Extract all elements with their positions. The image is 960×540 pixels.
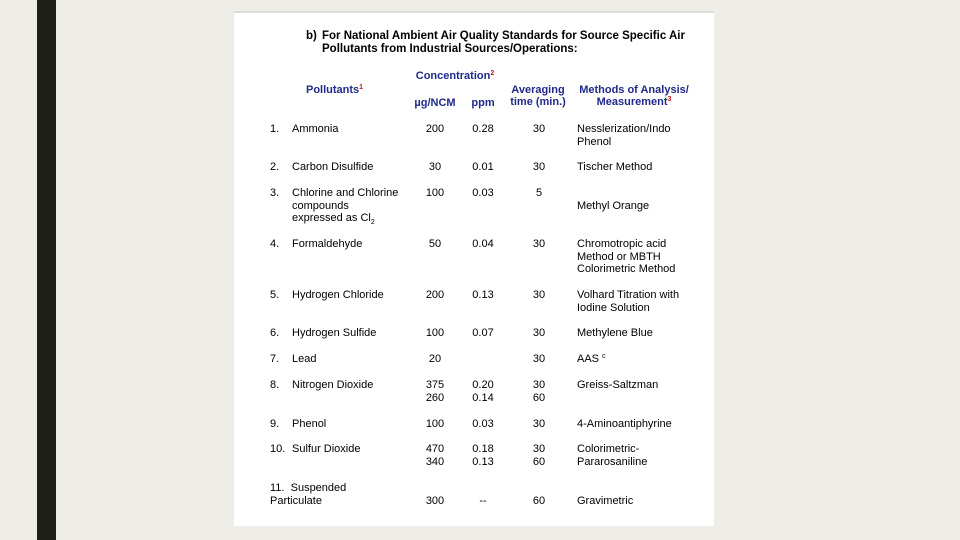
pollutant-name: Sulfur Dioxide [292, 443, 361, 455]
concentration-ug: 20 [428, 353, 442, 365]
concentration-ppm: 0.03 [472, 418, 494, 430]
analysis-method: Methyl Orange [577, 200, 650, 212]
row-number: 1. [270, 123, 280, 135]
averaging-time: 30 [532, 418, 546, 430]
row-number: 6. [270, 327, 280, 339]
analysis-method: Chromotropic acid Method or MBTH Colorimetric Method [577, 238, 676, 276]
analysis-method: Methylene Blue [577, 327, 653, 339]
analysis-method: AAS $^c$ [577, 353, 606, 365]
concentration-ug: 100 [425, 418, 445, 430]
row-number: 9. [270, 418, 280, 430]
pollutant-name: Carbon Disulfide [292, 161, 374, 173]
row-number: 7. [270, 353, 280, 365]
concentration-ug: 50 [428, 238, 442, 250]
header-concentration: Concentration$^2$ [415, 70, 495, 82]
scanned-document [234, 11, 714, 526]
concentration-ug: 375 260 [425, 379, 445, 404]
row-number: 11. [270, 482, 285, 494]
analysis-method: Greiss-Saltzman [577, 379, 659, 391]
pollutant-name: 11. Suspended Particulate [270, 482, 347, 507]
header-ug-ncm: µg/NCM [414, 97, 456, 109]
slide-accent-bar [37, 0, 56, 540]
concentration-ppm: 0.20 0.14 [472, 379, 494, 404]
averaging-time: 30 [532, 289, 546, 301]
concentration-ug: 200 [425, 123, 445, 135]
heading-prefix: b) [306, 30, 317, 42]
pollutant-name: Hydrogen Sulfide [292, 327, 377, 339]
concentration-ppm: 0.13 [472, 289, 494, 301]
pollutant-name: Hydrogen Chloride [292, 289, 384, 301]
analysis-method: 4-Aminoantiphyrine [577, 418, 672, 430]
header-averaging-time: Averaging time (min.) [510, 84, 566, 108]
concentration-ug: 100 [425, 327, 445, 339]
concentration-ug: 470 340 [425, 443, 445, 468]
concentration-ug: 200 [425, 289, 445, 301]
concentration-ppm: 0.01 [472, 161, 494, 173]
row-number: 8. [270, 379, 280, 391]
concentration-ppm: 0.03 [472, 187, 494, 199]
averaging-time: 60 [532, 495, 546, 507]
averaging-time: 30 [532, 161, 546, 173]
analysis-method: Nesslerization/Indo Phenol [577, 123, 671, 148]
header-pollutants: Pollutants$^1$ [306, 84, 364, 96]
pollutant-name: Chlorine and Chlorine compounds expressed as $Cl_2$ [292, 187, 399, 227]
concentration-ug: 300 [425, 495, 445, 507]
pollutant-name: Nitrogen Dioxide [292, 379, 374, 391]
averaging-time: 30 [532, 123, 546, 135]
pollutant-name: Formaldehyde [292, 238, 363, 250]
row-number: 3. [270, 187, 280, 199]
concentration-ppm: -- [479, 495, 487, 507]
concentration-ug: 30 [428, 161, 442, 173]
header-ppm: ppm [471, 97, 495, 109]
averaging-time: 30 [532, 353, 546, 365]
averaging-time: 30 [532, 238, 546, 250]
row-number: 4. [270, 238, 280, 250]
analysis-method: Gravimetric [577, 495, 634, 507]
pollutant-name: Lead [292, 353, 317, 365]
concentration-ppm: 0.28 [472, 123, 494, 135]
row-number: 10. [270, 443, 286, 455]
concentration-ppm: 0.07 [472, 327, 494, 339]
concentration-ppm: 0.18 0.13 [472, 443, 494, 468]
row-number: 2. [270, 161, 280, 173]
header-methods: Methods of Analysis/ Measurement$^3$ [579, 84, 689, 108]
analysis-method: Colorimetric- Pararosaniline [577, 443, 648, 468]
pollutant-name: Phenol [292, 418, 327, 430]
averaging-time: 30 60 [532, 379, 546, 404]
analysis-method: Volhard Titration with Iodine Solution [577, 289, 680, 314]
averaging-time: 30 60 [532, 443, 546, 468]
averaging-time: 30 [532, 327, 546, 339]
concentration-ug: 100 [425, 187, 445, 199]
pollutant-name: Ammonia [292, 123, 339, 135]
concentration-ppm: 0.04 [472, 238, 494, 250]
row-number: 5. [270, 289, 280, 301]
heading-text: For National Ambient Air Quality Standards for Source Specific Air Pollutants from Industrial Sources/Operations: [322, 30, 685, 55]
analysis-method: Tischer Method [577, 161, 653, 173]
averaging-time: 5 [535, 187, 543, 199]
